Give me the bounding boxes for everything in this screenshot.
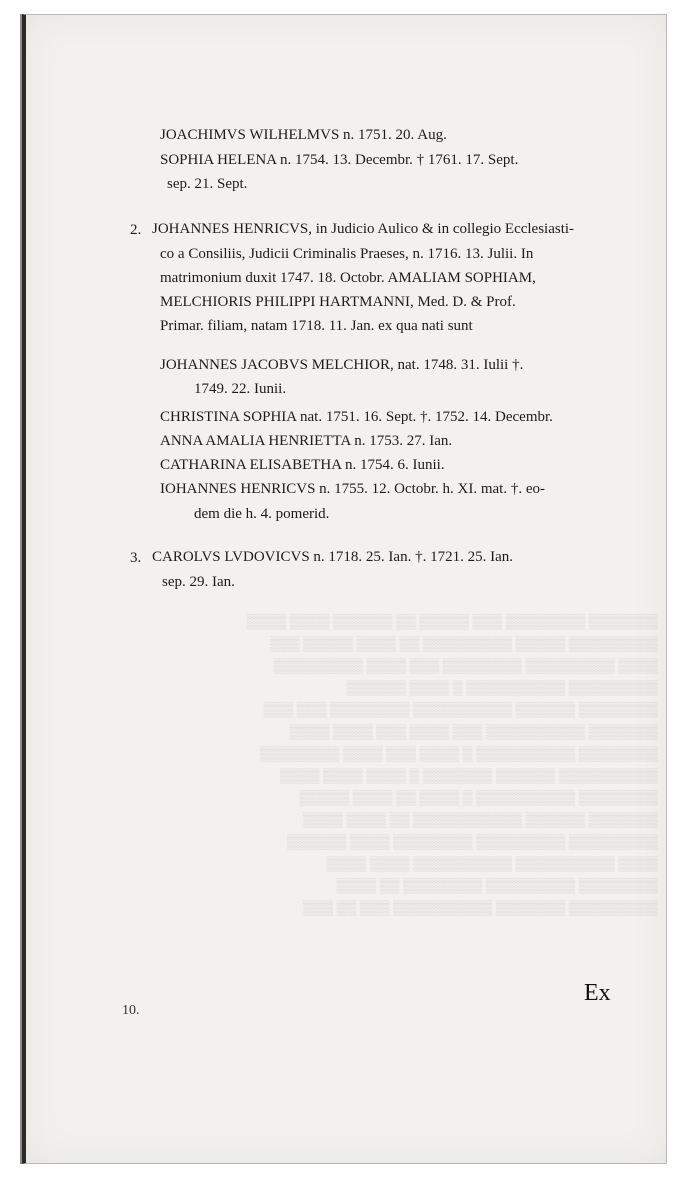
entry-sophia-helena: SOPHIA HELENA n. 1754. 13. Decembr. † 1761. 17. Sept. [160, 152, 519, 168]
child-johannes-jacobus-cont: 1749. 22. Iunii. [194, 381, 287, 397]
section-3-number: 3. [130, 550, 142, 566]
bleed-through-shadow: ▒▒▒▒▒▒▒ ▒▒▒▒▒▒▒▒ ▒▒▒ ▒▒▒▒▒ ▒▒ ▒▒▒▒▒▒ ▒▒▒▒ ▒▒▒▒ ▒▒▒▒▒▒▒▒▒ ▒▒▒▒▒ ▒▒▒▒▒▒▒▒▒ ▒▒ ▒▒▒▒ ▒▒▒▒▒ ▒▒▒ ▒▒▒▒ ▒▒▒▒▒▒▒▒▒ ▒▒▒▒▒▒▒▒ ▒▒▒ ▒▒▒▒ ▒▒▒▒▒▒▒▒▒ ▒▒▒▒▒▒▒▒▒ ▒▒▒▒▒▒▒▒▒▒ ▒ ▒▒▒▒ ▒▒▒▒▒▒ ▒▒▒▒▒▒▒▒ ▒▒▒▒▒▒ ▒▒▒▒▒▒▒▒▒▒ ▒▒▒▒▒▒▒▒ ▒▒▒ ▒▒▒ ▒▒▒▒▒▒▒ ▒▒▒▒▒▒▒▒▒▒ ▒▒▒ ▒▒▒▒ ▒▒▒ ▒▒▒▒ ▒▒▒▒ ▒▒▒▒▒▒▒▒ ▒▒▒▒▒▒▒▒▒▒ ▒ ▒▒▒▒ ▒▒▒ ▒▒▒▒ ▒▒▒▒▒▒▒▒ ▒▒▒▒▒▒▒▒▒▒ ▒▒▒▒▒▒ ▒▒▒▒▒▒▒ ▒ ▒▒▒▒ ▒▒▒▒ ▒▒▒▒ ▒▒▒▒▒▒▒▒ ▒▒▒▒▒▒▒▒▒▒ ▒ ▒▒▒▒ ▒▒ ▒▒▒▒ ▒▒▒▒▒ ▒▒▒▒▒▒▒ ▒▒▒▒▒▒ ▒▒▒▒▒▒▒▒▒▒▒ ▒▒ ▒▒▒▒ ▒▒▒▒ ▒▒▒▒▒▒▒▒▒ ▒▒▒▒▒▒▒▒▒ ▒▒▒▒▒▒▒▒ ▒▒▒▒ ▒▒▒▒▒▒ ▒▒▒▒ ▒▒▒▒▒▒▒▒▒▒ ▒▒▒▒▒▒▒▒▒▒ ▒▒▒▒ ▒▒▒▒ ▒▒▒▒▒▒▒▒ ▒▒▒▒▒▒▒▒▒ ▒▒▒▒▒▒▒▒ ▒▒ ▒▒▒▒ ▒▒▒▒▒▒▒▒▒ ▒▒▒▒▒▒▒ ▒▒▒▒▒▒▒▒▒▒ ▒▒▒ ▒▒ ▒▒▒ [246, 615, 658, 916]
section-2-number: 2. [130, 222, 142, 238]
entry-sophia-helena-cont: sep. 21. Sept. [167, 176, 248, 192]
child-christina-sophia: CHRISTINA SOPHIA nat. 1751. 16. Sept. †. 1752. 14. Decembr. [160, 409, 553, 425]
section-2-line-5: Primar. filiam, natam 1718. 11. Jan. ex qua nati sunt [160, 318, 473, 334]
child-catharina-elisabetha: CATHARINA ELISABETHA n. 1754. 6. Iunii. [160, 457, 445, 473]
section-3-line-2: sep. 29. Ian. [162, 574, 235, 590]
page-number: 10. [122, 1003, 140, 1018]
child-johannes-jacobus: JOHANNES JACOBVS MELCHIOR, nat. 1748. 31. Iulii †. [160, 357, 524, 373]
section-3-line-1: CAROLVS LVDOVICVS n. 1718. 25. Ian. †. 1721. 25. Ian. [152, 549, 513, 565]
catchword: Ex [584, 980, 611, 1006]
child-anna-amalia: ANNA AMALIA HENRIETTA n. 1753. 27. Ian. [160, 433, 453, 449]
section-2-line-1: JOHANNES HENRICVS, in Judicio Aulico & in collegio Ecclesiasti- [152, 221, 575, 237]
book-page [22, 14, 667, 1164]
child-iohannes-henricus-cont: dem die h. 4. pomerid. [194, 506, 330, 522]
child-iohannes-henricus: IOHANNES HENRICVS n. 1755. 12. Octobr. h. XI. mat. †. eo- [160, 481, 545, 497]
section-2-line-3: matrimonium duxit 1747. 18. Octobr. AMALIAM SOPHIAM, [160, 270, 536, 286]
section-2-line-4: MELCHIORIS PHILIPPI HARTMANNI, Med. D. & Prof. [160, 294, 516, 310]
entry-joachimus: JOACHIMVS WILHELMVS n. 1751. 20. Aug. [160, 127, 447, 143]
section-2-line-2: co a Consiliis, Judicii Criminalis Praeses, n. 1716. 13. Julii. In [160, 246, 534, 262]
